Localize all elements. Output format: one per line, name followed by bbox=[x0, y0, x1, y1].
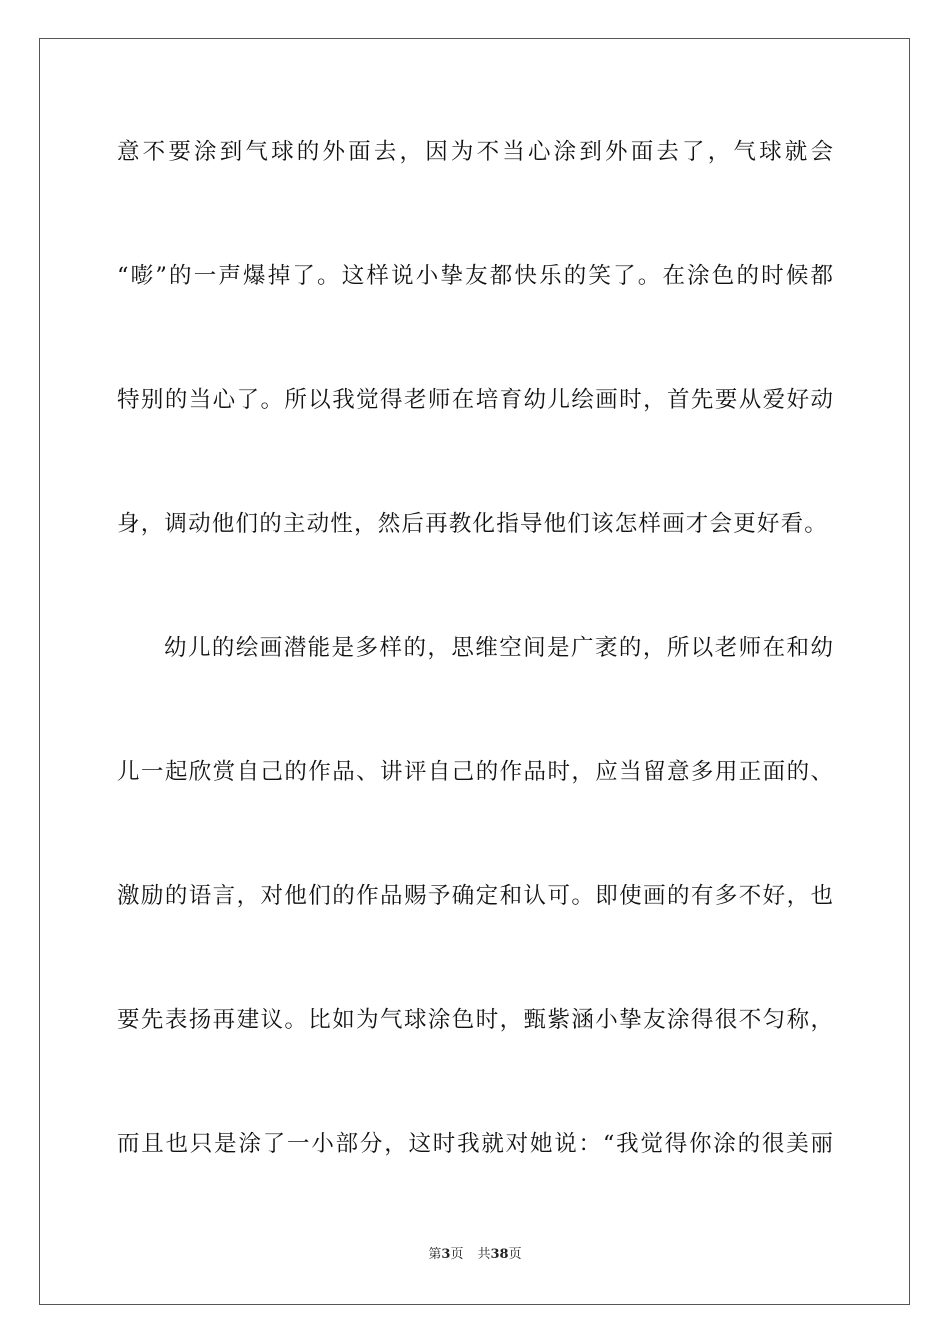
text-line-6: 儿一起欣赏自己的作品、讲评自己的作品时，应当留意多用正面的、 bbox=[117, 759, 833, 785]
text-line-8: 要先表扬再建议。比如为气球涂色时，甄紫涵小挚友涂得很不匀称， bbox=[117, 1007, 833, 1033]
footer-total-suffix: 页 bbox=[508, 1247, 522, 1262]
page-footer bbox=[0, 1246, 950, 1264]
footer-page-suffix: 页 bbox=[450, 1247, 464, 1262]
page-border bbox=[39, 38, 910, 1305]
text-line-3: 特别的当心了。所以我觉得老师在培育幼儿绘画时，首先要从爱好动 bbox=[117, 387, 833, 413]
text-line-9: 而且也只是涂了一小部分，这时我就对她说：“我觉得你涂的很美丽 bbox=[117, 1131, 833, 1157]
footer-page-number: 3 bbox=[441, 1247, 451, 1262]
text-line-7: 激励的语言，对他们的作品赐予确定和认可。即使画的有多不好，也 bbox=[117, 883, 833, 909]
text-line-5: 幼儿的绘画潜能是多样的，思维空间是广袤的，所以老师在和幼 bbox=[164, 635, 833, 661]
text-line-4: 身，调动他们的主动性，然后再教化指导他们该怎样画才会更好看。 bbox=[117, 511, 829, 537]
text-line-1: 意不要涂到气球的外面去，因为不当心涂到外面去了，气球就会 bbox=[117, 139, 833, 165]
footer-total-prefix: 共 bbox=[477, 1247, 491, 1262]
footer-page-prefix: 第 bbox=[428, 1247, 442, 1262]
footer-total-pages: 38 bbox=[490, 1247, 509, 1262]
text-line-2: “嘭”的一声爆掉了。这样说小挚友都快乐的笑了。在涂色的时候都 bbox=[117, 263, 833, 289]
